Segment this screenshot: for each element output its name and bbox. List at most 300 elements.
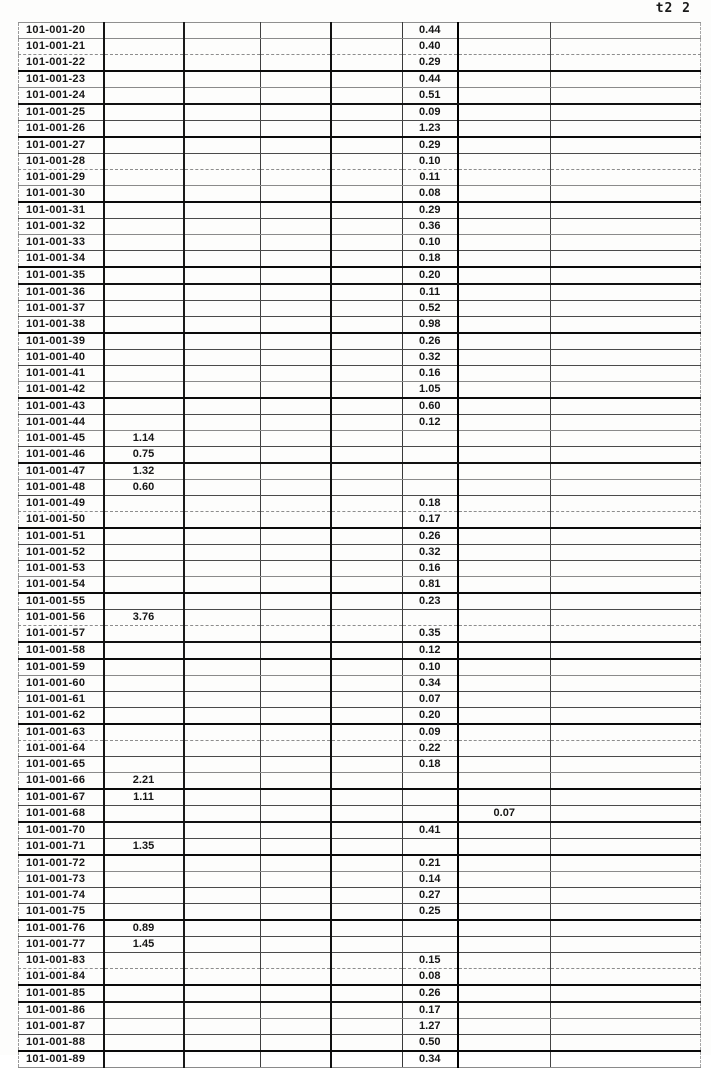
row-id-cell: 101-001-36 xyxy=(19,284,104,301)
value-cell: 0.16 xyxy=(403,366,458,382)
value-cell xyxy=(551,121,701,138)
value-cell xyxy=(261,888,331,904)
value-cell xyxy=(458,888,551,904)
value-cell: 1.35 xyxy=(104,839,184,856)
value-cell xyxy=(261,692,331,708)
value-cell xyxy=(261,920,331,937)
value-cell xyxy=(261,170,331,186)
value-cell xyxy=(104,23,184,39)
value-cell xyxy=(331,822,403,839)
value-cell xyxy=(551,366,701,382)
row-id-cell: 101-001-62 xyxy=(19,708,104,725)
table-row xyxy=(19,317,701,334)
value-cell xyxy=(403,937,458,953)
value-cell: 0.07 xyxy=(458,806,551,823)
table-row xyxy=(19,137,701,154)
table-row xyxy=(19,937,701,953)
value-cell: 0.09 xyxy=(403,724,458,741)
row-id-cell: 101-001-37 xyxy=(19,301,104,317)
value-cell xyxy=(458,284,551,301)
table-row xyxy=(19,676,701,692)
value-cell: 0.18 xyxy=(403,251,458,268)
value-cell xyxy=(104,724,184,741)
value-cell xyxy=(551,872,701,888)
value-cell xyxy=(261,463,331,480)
value-cell xyxy=(331,55,403,72)
value-cell xyxy=(261,937,331,953)
table-row xyxy=(19,904,701,921)
value-cell xyxy=(331,855,403,872)
value-cell xyxy=(261,855,331,872)
value-cell xyxy=(184,496,261,512)
value-cell xyxy=(261,872,331,888)
value-cell xyxy=(551,561,701,577)
table-row xyxy=(19,985,701,1002)
value-cell xyxy=(261,577,331,594)
value-cell xyxy=(261,202,331,219)
value-cell xyxy=(458,1051,551,1068)
row-id-cell: 101-001-39 xyxy=(19,333,104,350)
value-cell xyxy=(551,496,701,512)
value-cell xyxy=(184,626,261,643)
value-cell xyxy=(458,186,551,203)
value-cell xyxy=(104,626,184,643)
row-id-cell: 101-001-32 xyxy=(19,219,104,235)
value-cell xyxy=(104,642,184,659)
value-cell xyxy=(104,202,184,219)
value-cell xyxy=(551,839,701,856)
value-cell xyxy=(184,463,261,480)
value-cell xyxy=(551,953,701,969)
value-cell xyxy=(184,301,261,317)
value-cell xyxy=(331,1035,403,1052)
value-cell xyxy=(458,121,551,138)
value-cell xyxy=(104,953,184,969)
value-cell xyxy=(331,985,403,1002)
value-cell: 1.27 xyxy=(403,1019,458,1035)
value-cell: 0.09 xyxy=(403,104,458,121)
value-cell xyxy=(551,708,701,725)
row-id-cell: 101-001-58 xyxy=(19,642,104,659)
row-id-cell: 101-001-34 xyxy=(19,251,104,268)
row-id-cell: 101-001-21 xyxy=(19,39,104,55)
value-cell xyxy=(331,789,403,806)
value-cell xyxy=(551,398,701,415)
value-cell: 0.26 xyxy=(403,528,458,545)
value-cell xyxy=(261,317,331,334)
value-cell xyxy=(331,463,403,480)
value-cell xyxy=(331,642,403,659)
value-cell xyxy=(184,855,261,872)
value-cell xyxy=(551,333,701,350)
value-cell xyxy=(458,496,551,512)
value-cell xyxy=(331,366,403,382)
row-id-cell: 101-001-87 xyxy=(19,1019,104,1035)
row-id-cell: 101-001-64 xyxy=(19,741,104,757)
value-cell xyxy=(261,251,331,268)
value-cell xyxy=(331,71,403,88)
table-row xyxy=(19,545,701,561)
value-cell xyxy=(104,382,184,399)
row-id-cell: 101-001-73 xyxy=(19,872,104,888)
row-id-cell: 101-001-51 xyxy=(19,528,104,545)
value-cell xyxy=(261,121,331,138)
value-cell xyxy=(261,593,331,610)
value-cell: 0.52 xyxy=(403,301,458,317)
row-id-cell: 101-001-53 xyxy=(19,561,104,577)
value-cell xyxy=(458,235,551,251)
table-row xyxy=(19,953,701,969)
table-row xyxy=(19,822,701,839)
value-cell xyxy=(551,659,701,676)
value-cell xyxy=(104,104,184,121)
value-cell xyxy=(458,985,551,1002)
value-cell xyxy=(458,953,551,969)
value-cell: 0.34 xyxy=(403,676,458,692)
value-cell: 1.45 xyxy=(104,937,184,953)
value-cell xyxy=(261,1019,331,1035)
value-cell xyxy=(458,88,551,105)
value-cell xyxy=(458,398,551,415)
value-cell xyxy=(551,251,701,268)
value-cell xyxy=(104,284,184,301)
value-cell xyxy=(458,741,551,757)
value-cell xyxy=(458,822,551,839)
value-cell xyxy=(184,121,261,138)
value-cell xyxy=(331,920,403,937)
value-cell xyxy=(458,872,551,888)
value-cell xyxy=(184,953,261,969)
value-cell xyxy=(403,431,458,447)
value-cell xyxy=(551,937,701,953)
table-row xyxy=(19,888,701,904)
value-cell xyxy=(261,219,331,235)
value-cell xyxy=(261,839,331,856)
value-cell xyxy=(551,855,701,872)
value-cell xyxy=(261,1035,331,1052)
table-row xyxy=(19,1019,701,1035)
value-cell xyxy=(184,202,261,219)
value-cell: 0.98 xyxy=(403,317,458,334)
value-cell xyxy=(551,822,701,839)
value-cell xyxy=(261,708,331,725)
value-cell xyxy=(551,39,701,55)
row-id-cell: 101-001-27 xyxy=(19,137,104,154)
value-cell xyxy=(458,773,551,790)
value-cell xyxy=(331,333,403,350)
value-cell xyxy=(551,642,701,659)
value-cell xyxy=(458,757,551,773)
value-cell xyxy=(261,137,331,154)
value-cell xyxy=(331,676,403,692)
value-cell xyxy=(261,512,331,529)
table-row xyxy=(19,121,701,138)
value-cell xyxy=(104,317,184,334)
value-cell xyxy=(104,301,184,317)
value-cell xyxy=(458,431,551,447)
value-cell xyxy=(331,1051,403,1068)
value-cell xyxy=(551,1035,701,1052)
table-row xyxy=(19,463,701,480)
row-id-cell: 101-001-67 xyxy=(19,789,104,806)
table-row xyxy=(19,789,701,806)
value-cell xyxy=(184,480,261,496)
value-cell xyxy=(551,1002,701,1019)
value-cell xyxy=(458,71,551,88)
row-id-cell: 101-001-66 xyxy=(19,773,104,790)
value-cell: 1.32 xyxy=(104,463,184,480)
row-id-cell: 101-001-42 xyxy=(19,382,104,399)
row-id-cell: 101-001-56 xyxy=(19,610,104,626)
table-row xyxy=(19,692,701,708)
value-cell xyxy=(458,39,551,55)
value-cell xyxy=(261,757,331,773)
value-cell xyxy=(551,267,701,284)
value-cell xyxy=(331,267,403,284)
value-cell xyxy=(184,415,261,431)
value-cell xyxy=(403,480,458,496)
value-cell xyxy=(104,251,184,268)
value-cell xyxy=(331,480,403,496)
value-cell xyxy=(331,431,403,447)
table-row xyxy=(19,626,701,643)
table-row xyxy=(19,39,701,55)
value-cell xyxy=(331,170,403,186)
value-cell: 0.14 xyxy=(403,872,458,888)
value-cell xyxy=(261,284,331,301)
value-cell xyxy=(261,724,331,741)
value-cell xyxy=(104,350,184,366)
row-id-cell: 101-001-45 xyxy=(19,431,104,447)
table-row xyxy=(19,350,701,366)
row-id-cell: 101-001-75 xyxy=(19,904,104,921)
table-row xyxy=(19,610,701,626)
value-cell xyxy=(184,642,261,659)
value-cell xyxy=(403,610,458,626)
value-cell xyxy=(184,920,261,937)
value-cell xyxy=(184,23,261,39)
row-id-cell: 101-001-55 xyxy=(19,593,104,610)
value-cell: 0.10 xyxy=(403,659,458,676)
table-row xyxy=(19,1035,701,1052)
value-cell xyxy=(551,301,701,317)
value-cell: 0.44 xyxy=(403,23,458,39)
value-cell xyxy=(104,219,184,235)
value-cell: 1.05 xyxy=(403,382,458,399)
value-cell xyxy=(104,1035,184,1052)
value-cell xyxy=(331,757,403,773)
table-row xyxy=(19,55,701,72)
value-cell xyxy=(458,561,551,577)
value-cell xyxy=(184,219,261,235)
value-cell xyxy=(458,708,551,725)
table-row xyxy=(19,593,701,610)
value-cell xyxy=(331,610,403,626)
value-cell xyxy=(551,235,701,251)
table-row xyxy=(19,659,701,676)
value-cell xyxy=(331,350,403,366)
table-row xyxy=(19,969,701,986)
value-cell xyxy=(104,985,184,1002)
value-cell xyxy=(458,137,551,154)
value-cell xyxy=(458,350,551,366)
value-cell xyxy=(261,333,331,350)
value-cell: 1.23 xyxy=(403,121,458,138)
value-cell xyxy=(261,561,331,577)
value-cell xyxy=(184,431,261,447)
value-cell xyxy=(104,822,184,839)
table-row xyxy=(19,806,701,823)
row-id-cell: 101-001-33 xyxy=(19,235,104,251)
value-cell xyxy=(184,71,261,88)
table-row xyxy=(19,366,701,382)
value-cell xyxy=(458,202,551,219)
value-cell: 0.89 xyxy=(104,920,184,937)
value-cell xyxy=(458,659,551,676)
value-cell xyxy=(184,773,261,790)
value-cell xyxy=(184,366,261,382)
table-row xyxy=(19,724,701,741)
value-cell: 0.17 xyxy=(403,512,458,529)
value-cell xyxy=(458,251,551,268)
row-id-cell: 101-001-40 xyxy=(19,350,104,366)
value-cell xyxy=(184,724,261,741)
row-id-cell: 101-001-41 xyxy=(19,366,104,382)
value-cell xyxy=(261,528,331,545)
value-cell xyxy=(551,1051,701,1068)
value-cell xyxy=(261,71,331,88)
value-cell: 0.18 xyxy=(403,757,458,773)
value-cell xyxy=(184,382,261,399)
value-cell xyxy=(403,447,458,464)
value-cell xyxy=(261,301,331,317)
value-cell xyxy=(184,741,261,757)
value-cell: 0.29 xyxy=(403,55,458,72)
value-cell xyxy=(551,593,701,610)
table-row xyxy=(19,855,701,872)
value-cell xyxy=(551,512,701,529)
value-cell: 3.76 xyxy=(104,610,184,626)
table-row xyxy=(19,1002,701,1019)
value-cell xyxy=(458,267,551,284)
value-cell xyxy=(458,447,551,464)
data-table-body xyxy=(19,23,701,1068)
value-cell xyxy=(184,1019,261,1035)
table-row xyxy=(19,301,701,317)
row-id-cell: 101-001-85 xyxy=(19,985,104,1002)
value-cell xyxy=(331,773,403,790)
value-cell xyxy=(184,577,261,594)
value-cell xyxy=(184,88,261,105)
value-cell xyxy=(458,415,551,431)
value-cell xyxy=(104,88,184,105)
row-id-cell: 101-001-70 xyxy=(19,822,104,839)
value-cell xyxy=(184,39,261,55)
value-cell xyxy=(551,724,701,741)
value-cell: 0.25 xyxy=(403,904,458,921)
value-cell xyxy=(551,969,701,986)
value-cell xyxy=(551,741,701,757)
row-id-cell: 101-001-49 xyxy=(19,496,104,512)
value-cell xyxy=(104,561,184,577)
value-cell: 0.26 xyxy=(403,333,458,350)
row-id-cell: 101-001-63 xyxy=(19,724,104,741)
value-cell xyxy=(184,333,261,350)
value-cell xyxy=(261,186,331,203)
value-cell xyxy=(104,366,184,382)
value-cell xyxy=(184,937,261,953)
value-cell xyxy=(331,741,403,757)
value-cell xyxy=(458,512,551,529)
value-cell: 0.21 xyxy=(403,855,458,872)
value-cell xyxy=(458,480,551,496)
value-cell: 0.27 xyxy=(403,888,458,904)
value-cell xyxy=(104,528,184,545)
value-cell xyxy=(184,839,261,856)
value-cell xyxy=(551,219,701,235)
value-cell xyxy=(551,545,701,561)
value-cell xyxy=(184,888,261,904)
value-cell xyxy=(551,610,701,626)
value-cell xyxy=(184,757,261,773)
row-id-cell: 101-001-89 xyxy=(19,1051,104,1068)
value-cell xyxy=(104,741,184,757)
row-id-cell: 101-001-20 xyxy=(19,23,104,39)
value-cell xyxy=(458,104,551,121)
value-cell xyxy=(331,528,403,545)
table-row xyxy=(19,447,701,464)
row-id-cell: 101-001-60 xyxy=(19,676,104,692)
value-cell xyxy=(261,88,331,105)
value-cell xyxy=(261,104,331,121)
value-cell xyxy=(458,317,551,334)
value-cell xyxy=(104,1019,184,1035)
value-cell xyxy=(184,350,261,366)
value-cell xyxy=(104,888,184,904)
value-cell xyxy=(261,806,331,823)
value-cell xyxy=(261,985,331,1002)
value-cell xyxy=(551,806,701,823)
value-cell xyxy=(261,431,331,447)
value-cell xyxy=(551,137,701,154)
value-cell xyxy=(331,104,403,121)
value-cell xyxy=(458,170,551,186)
value-cell xyxy=(184,985,261,1002)
value-cell xyxy=(403,920,458,937)
value-cell: 0.36 xyxy=(403,219,458,235)
row-id-cell: 101-001-30 xyxy=(19,186,104,203)
value-cell xyxy=(458,1002,551,1019)
value-cell xyxy=(261,39,331,55)
value-cell xyxy=(184,528,261,545)
value-cell xyxy=(104,757,184,773)
value-cell xyxy=(261,398,331,415)
value-cell xyxy=(331,301,403,317)
row-id-cell: 101-001-26 xyxy=(19,121,104,138)
value-cell xyxy=(458,789,551,806)
value-cell xyxy=(104,969,184,986)
value-cell xyxy=(104,1002,184,1019)
value-cell xyxy=(331,219,403,235)
row-id-cell: 101-001-65 xyxy=(19,757,104,773)
row-id-cell: 101-001-29 xyxy=(19,170,104,186)
value-cell xyxy=(184,137,261,154)
value-cell xyxy=(551,626,701,643)
value-cell xyxy=(184,708,261,725)
row-id-cell: 101-001-71 xyxy=(19,839,104,856)
value-cell xyxy=(458,1035,551,1052)
value-cell xyxy=(104,235,184,251)
